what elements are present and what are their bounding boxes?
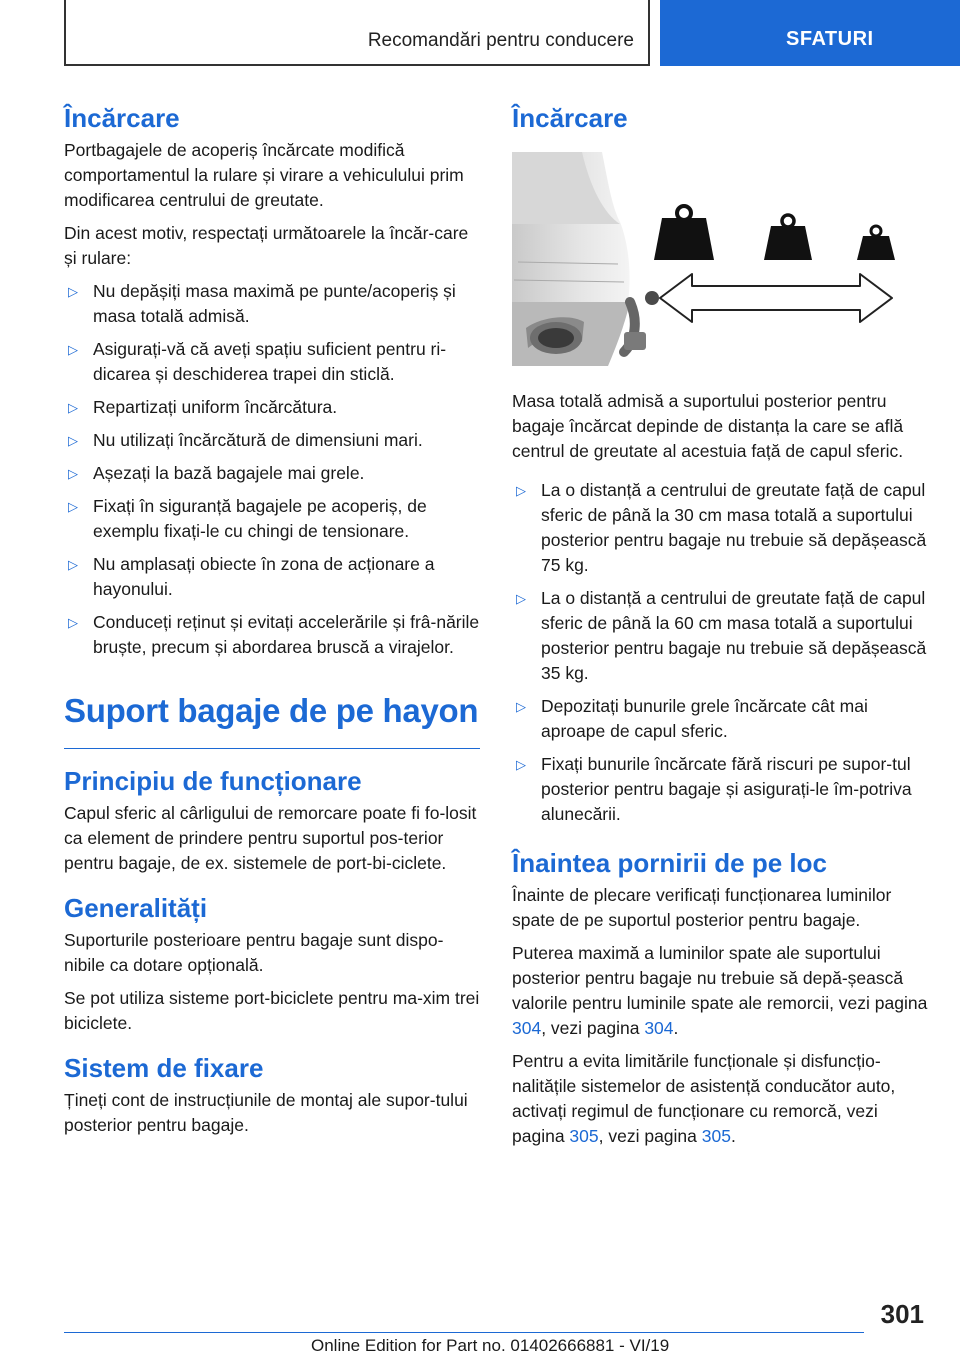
footer-divider	[64, 1332, 864, 1333]
footer-edition: Online Edition for Part no. 01402666881 - VI/19	[311, 1336, 670, 1355]
header-title: Recomandări pentru conducere	[367, 30, 634, 51]
section-title-loading: Încărcare	[512, 103, 628, 133]
tab-sfaturi-label: SFATURI	[786, 28, 874, 50]
list-item: ▷ Nu depășiți masa maximă pe punte/acoperiș și masa totală admisă.	[68, 281, 456, 326]
triangle-bullet-icon: ▷	[68, 466, 78, 481]
list-item: ▷ Depozitați bunurile grele încărcate cât mai aproape de capul sferic.	[516, 696, 868, 741]
triangle-bullet-icon: ▷	[516, 757, 526, 772]
list-item: ▷ Conduceți reținut și evitați accelerările și frâ‐nările bruște, precum și abordarea bruscă a virajelor.	[68, 612, 480, 657]
triangle-bullet-icon: ▷	[68, 433, 78, 448]
list-item: ▷ La o distanță a centrului de greutate față de capul sferic de până la 60 cm masa totală a suportului posterior pentru bagaje nu trebuie să depășească 35 kg.	[516, 588, 927, 683]
tab-sfaturi[interactable]	[660, 0, 960, 66]
list-item: ▷ Nu utilizați încărcătură de dimensiuni mari.	[64, 428, 480, 453]
header-title-box	[64, 0, 650, 66]
paragraph: Se pot utiliza sisteme port-biciclete pentru ma‐xim trei biciclete.	[64, 988, 480, 1033]
triangle-bullet-icon: ▷	[68, 342, 78, 357]
section-title-principle: Principiu de funcționare	[64, 766, 362, 796]
page-link-305[interactable]: 305	[701, 1126, 731, 1146]
list-item: ▷ Asigurați-vă că aveți spațiu suficient pentru ri‐dicarea și deschiderea trapei din sticlă.	[68, 339, 447, 384]
paragraph: Portbagajele de acoperiș încărcate modifică comportamentul la rulare și virare a vehiculului prim modificarea centrului de greutate.	[64, 140, 464, 210]
chapter-title: Suport bagaje de pe hayon	[64, 688, 480, 749]
page-number: 301	[880, 1299, 924, 1329]
loading-rules-list	[64, 279, 480, 660]
triangle-bullet-icon: ▷	[68, 615, 78, 630]
list-item: ▷ Fixați bunurile încărcate fără riscuri pe supor‐tul posterior pentru bagaje și asigurați-le îm‐potriva alunecării.	[516, 754, 912, 824]
triangle-bullet-icon: ▷	[68, 557, 78, 572]
weight-rules-list	[512, 478, 928, 827]
paragraph: Înainte de plecare verificați funcționarea luminilor spate de pe suportul posterior pentru bagaje.	[512, 885, 892, 930]
tow-hitch-weight-distance-illustration	[512, 152, 928, 366]
right-column	[512, 100, 928, 1157]
paragraph-lights: Puterea maximă a luminilor spate ale suportului posterior pentru bagaje nu trebuie să depă‐șească valorile pentru luminile spate ale remorcii, vezi pagina 304, vezi pagina 304.	[512, 943, 928, 1038]
list-item: ▷ Repartizați uniform încărcătura.	[64, 395, 480, 420]
paragraph: Suporturile posterioare pentru bagaje sunt dispo‐nibile ca dotare opțională.	[64, 930, 444, 975]
ball-head	[645, 291, 659, 305]
section-title-fixing: Sistem de fixare	[64, 1053, 264, 1083]
section-title-general: Generalități	[64, 893, 208, 923]
page-link-304[interactable]: 304	[644, 1018, 674, 1038]
triangle-bullet-icon: ▷	[516, 483, 526, 498]
paragraph: Țineți cont de instrucțiunile de montaj ale supor‐tului posterior pentru bagaje.	[64, 1090, 468, 1135]
triangle-bullet-icon: ▷	[516, 699, 526, 714]
list-item: ▷ Fixați în siguranță bagajele pe acoperiș, de exemplu fixați-le cu chingi de tensionare.	[68, 496, 427, 541]
list-item: ▷ La o distanță a centrului de greutate față de capul sferic de până la 30 cm masa totală a suportului posterior pentru bagaje nu trebuie să depășească 75 kg.	[516, 480, 927, 575]
paragraph: Capul sferic al cârligului de remorcare poate fi fo‐losit ca element de prindere pentru suportul pos‐terior pentru bagaje, de ex. sistemele de port-bi‐ciclete.	[64, 803, 477, 873]
list-item: ▷ Așezați la bază bagajele mai grele.	[64, 461, 480, 486]
triangle-bullet-icon: ▷	[68, 284, 78, 299]
triangle-bullet-icon: ▷	[516, 591, 526, 606]
left-column	[64, 100, 480, 1146]
paragraph-trailer-mode: Pentru a evita limitările funcționale și disfuncțio‐nalitățile sistemelor de asistență conducător auto, activați regimul de funcționare cu remorcă, vezi pagina 305, vezi pagina 305.	[512, 1051, 896, 1146]
paragraph: Masa totală admisă a suportului posterior pentru bagaje încărcat depinde de distanța la care se află centrul de greutate al acestuia față de capul sferic.	[512, 391, 904, 461]
paragraph: Din acest motiv, respectați următoarele la încăr‐care și rulare:	[64, 223, 469, 268]
triangle-bullet-icon: ▷	[68, 400, 78, 415]
page-link-305[interactable]: 305	[569, 1126, 599, 1146]
section-title-loading: Încărcare	[64, 103, 180, 133]
list-item: ▷ Nu amplasați obiecte în zona de acționare a hayonului.	[68, 554, 435, 599]
page-link-304[interactable]: 304	[512, 1018, 542, 1038]
section-title-before-start: Înaintea pornirii de pe loc	[512, 848, 827, 878]
triangle-bullet-icon: ▷	[68, 499, 78, 514]
